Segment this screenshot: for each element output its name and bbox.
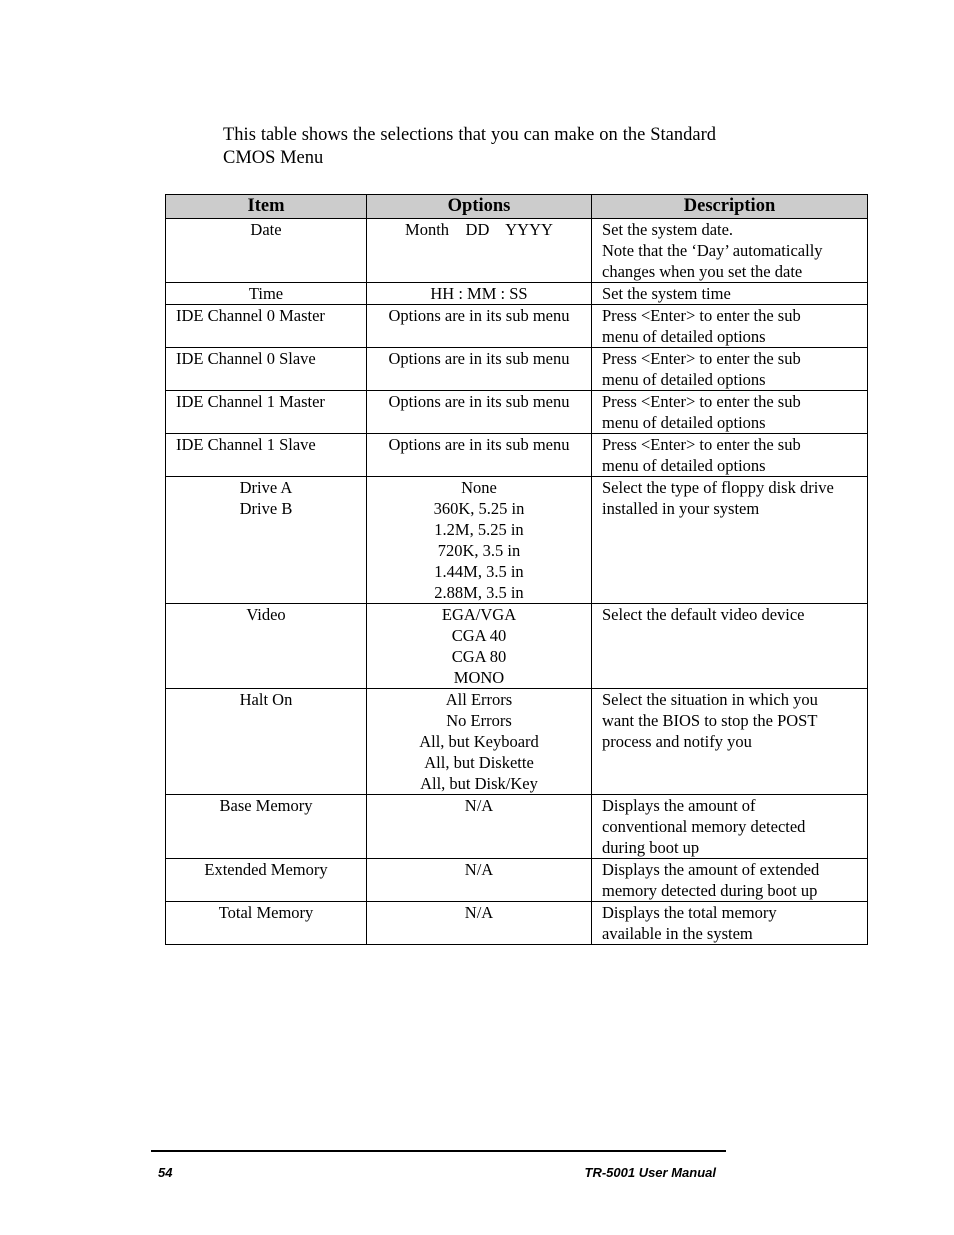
cell-item <box>166 219 367 283</box>
table-body <box>166 219 868 945</box>
cell-description <box>592 434 868 477</box>
cell-description-line: Press <Enter> to enter the sub <box>602 435 801 454</box>
table-row <box>166 604 868 689</box>
cell-options-line: CGA 80 <box>451 647 507 666</box>
cell-options <box>367 477 592 604</box>
cell-description <box>592 902 868 945</box>
cell-description-line: Displays the total memory <box>602 903 777 922</box>
cell-description <box>592 795 868 859</box>
cell-options-line: N/A <box>464 903 494 922</box>
cell-options-line: HH : MM : SS <box>430 284 528 303</box>
cell-description-line: Select the default video device <box>602 605 805 624</box>
table-row <box>166 391 868 434</box>
cell-description-line: menu of detailed options <box>602 413 766 432</box>
cell-description-line: available in the system <box>602 924 753 943</box>
manual-title: TR-5001 User Manual <box>584 1165 716 1180</box>
cell-options <box>367 434 592 477</box>
cell-options-line: All, but Keyboard <box>419 732 539 751</box>
cell-options-line: Options are in its sub menu <box>388 306 570 325</box>
cell-description <box>592 219 868 283</box>
cell-options <box>367 348 592 391</box>
cell-item-line: IDE Channel 0 Slave <box>176 349 316 368</box>
cell-options-line: MONO <box>453 668 505 687</box>
cell-options <box>367 902 592 945</box>
cell-item-line: Time <box>248 284 284 303</box>
cell-item <box>166 795 367 859</box>
cell-options-line: EGA/VGA <box>441 605 517 624</box>
cell-options <box>367 689 592 795</box>
cell-description <box>592 391 868 434</box>
cell-item <box>166 283 367 305</box>
cell-description <box>592 859 868 902</box>
cell-description <box>592 604 868 689</box>
cell-options-line: All, but Disk/Key <box>420 774 538 793</box>
cell-item-line: Drive A <box>239 478 293 497</box>
cell-options-line: CGA 40 <box>451 626 507 645</box>
cell-description-line: installed in your system <box>602 499 760 518</box>
cell-description-line: conventional memory detected <box>602 817 806 836</box>
intro-paragraph: This table shows the selections that you can make on the Standard CMOS Menu <box>223 125 716 168</box>
table-row <box>166 305 868 348</box>
cell-options-line: Options are in its sub menu <box>388 435 570 454</box>
cell-description-line: changes when you set the date <box>602 262 803 281</box>
cell-description <box>592 689 868 795</box>
table-row <box>166 219 868 283</box>
cell-description-line: process and notify you <box>602 732 752 751</box>
cell-options-line: N/A <box>464 796 494 815</box>
cell-options-line: 1.2M, 5.25 in <box>434 520 524 539</box>
page-number: 54 <box>158 1165 173 1180</box>
cell-item <box>166 689 367 795</box>
cell-description <box>592 348 868 391</box>
cell-item-line: Drive B <box>239 499 293 518</box>
cell-description-line: menu of detailed options <box>602 327 766 346</box>
cell-options <box>367 859 592 902</box>
cell-description-line: Press <Enter> to enter the sub <box>602 306 801 325</box>
cell-options <box>367 795 592 859</box>
cell-options-line: N/A <box>464 860 494 879</box>
cell-description <box>592 477 868 604</box>
cell-options-line: None <box>461 478 497 497</box>
cell-item-line: Base Memory <box>219 796 313 815</box>
cell-item <box>166 348 367 391</box>
cell-item-line: Date <box>250 220 282 239</box>
cell-options-line: All, but Diskette <box>424 753 534 772</box>
cell-item-line: Extended Memory <box>204 860 328 879</box>
cell-options <box>367 391 592 434</box>
header-options: Options <box>367 195 592 219</box>
cell-options-line: Options are in its sub menu <box>388 392 570 411</box>
table-row <box>166 477 868 604</box>
cell-description-line: Set the system date. <box>602 220 734 239</box>
table-header-row <box>166 195 868 219</box>
table-row <box>166 795 868 859</box>
footer-rule <box>151 1150 726 1152</box>
header-description: Description <box>592 195 868 219</box>
cell-options-line: All Errors <box>445 690 513 709</box>
cell-item <box>166 859 367 902</box>
cell-options <box>367 305 592 348</box>
cell-item <box>166 305 367 348</box>
cell-options-line: No Errors <box>446 711 512 730</box>
cell-options-line: 720K, 3.5 in <box>437 541 521 560</box>
cell-item-line: Halt On <box>239 690 293 709</box>
cell-description-line: Press <Enter> to enter the sub <box>602 392 801 411</box>
cell-item-line: IDE Channel 0 Master <box>176 306 325 325</box>
table-row <box>166 859 868 902</box>
cell-item-line: IDE Channel 1 Slave <box>176 435 316 454</box>
cell-options <box>367 604 592 689</box>
cell-description <box>592 283 868 305</box>
cell-options-line: 360K, 5.25 in <box>433 499 525 518</box>
cell-description-line: Note that the ‘Day’ automatically <box>602 241 823 260</box>
cell-item <box>166 434 367 477</box>
cell-description-line: Displays the amount of <box>602 796 756 815</box>
cell-item-line: IDE Channel 1 Master <box>176 392 325 411</box>
table-row <box>166 689 868 795</box>
cell-item <box>166 902 367 945</box>
cell-item <box>166 477 367 604</box>
table-row <box>166 434 868 477</box>
cell-options-line: 2.88M, 3.5 in <box>434 583 524 602</box>
table-row <box>166 348 868 391</box>
cell-item-line: Video <box>246 605 286 624</box>
cell-description-line: Set the system time <box>602 284 731 303</box>
cell-options-line: Month DD YYYY <box>405 220 553 239</box>
header-item: Item <box>166 195 367 219</box>
standard-cmos-table <box>165 194 868 945</box>
table-row <box>166 902 868 945</box>
cell-description-line: Displays the amount of extended <box>602 860 820 879</box>
cell-description-line: menu of detailed options <box>602 370 766 389</box>
cell-options <box>367 283 592 305</box>
cell-item <box>166 391 367 434</box>
cell-options-line: 1.44M, 3.5 in <box>434 562 524 581</box>
cell-description <box>592 305 868 348</box>
cell-item <box>166 604 367 689</box>
cell-description-line: want the BIOS to stop the POST <box>602 711 818 730</box>
cell-item-line: Total Memory <box>218 903 314 922</box>
cell-description-line: during boot up <box>602 838 700 857</box>
cell-options-line: Options are in its sub menu <box>388 349 570 368</box>
cell-description-line: memory detected during boot up <box>602 881 818 900</box>
cell-description-line: Select the type of floppy disk drive <box>602 478 834 497</box>
cell-options <box>367 219 592 283</box>
cell-description-line: Press <Enter> to enter the sub <box>602 349 801 368</box>
table-row <box>166 283 868 305</box>
cell-description-line: Select the situation in which you <box>602 690 818 709</box>
cell-description-line: menu of detailed options <box>602 456 766 475</box>
